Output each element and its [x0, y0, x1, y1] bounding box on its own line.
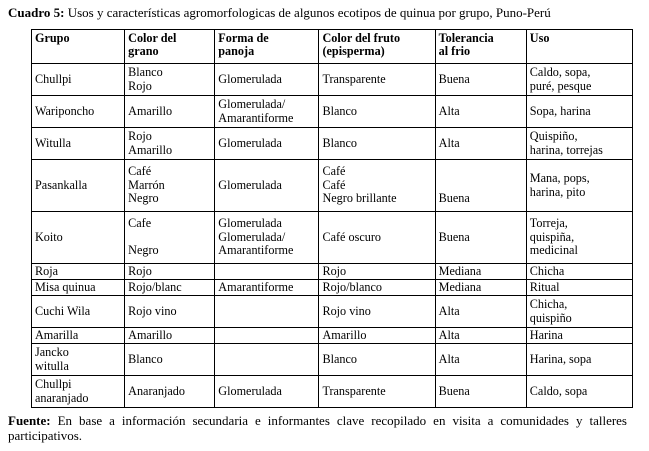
cell-forma-panoja [215, 296, 319, 328]
header-text: (episperma) [322, 44, 385, 59]
cell-text [218, 265, 318, 278]
cell-text: Quispiño, [529, 129, 578, 144]
cell-uso [526, 264, 632, 280]
cell-text: Blanco [322, 103, 357, 118]
source-text: En base a información secundaria e informantes clave recopilado en visita a comunidades y talleres participativos. [8, 413, 627, 443]
cell-text: Rojo vino [128, 303, 177, 318]
cell-uso [526, 160, 632, 212]
header-text: Tolerancia [438, 31, 494, 45]
table-row [32, 64, 633, 96]
cell-text: Negro [128, 243, 159, 258]
cell-text: Buena [438, 71, 470, 86]
cell-forma-panoja [215, 328, 319, 344]
cell-text: Wariponcho [35, 103, 95, 118]
cell-uso [526, 212, 632, 264]
cell-color-fruto [319, 344, 435, 376]
cell-text: Rojo [128, 129, 152, 144]
cell-uso [526, 64, 632, 96]
cell-forma-panoja [215, 280, 319, 296]
table-body [32, 64, 633, 408]
cell-grupo [32, 328, 125, 344]
cell-text: Jancko [35, 345, 69, 360]
cell-text: Koito [35, 229, 63, 244]
cell-color-fruto [319, 328, 435, 344]
table-row [32, 296, 633, 328]
cell-text: Rojo/blanco [322, 279, 383, 294]
header-text: Uso [529, 31, 550, 45]
cell-text: Glomerulada [218, 177, 282, 192]
cell-grupo [32, 212, 125, 264]
cell-text: Café oscuro [322, 229, 381, 244]
cell-text: harina, torrejas [529, 142, 603, 157]
header-text: Color del fruto [322, 31, 401, 45]
cell-color-fruto [319, 264, 435, 280]
cell-text: Buena [438, 191, 470, 206]
source-note [8, 413, 627, 443]
cell-text: Negro brillante [322, 191, 397, 206]
cell-text: Amarillo [128, 103, 173, 118]
cell-text: Café [322, 164, 346, 179]
cell-text: Roja [35, 263, 59, 278]
table-row [32, 160, 633, 212]
cell-forma-panoja [215, 64, 319, 96]
cell-uso [526, 280, 632, 296]
cell-text: Caldo, sopa [529, 383, 588, 398]
header-text: grano [128, 44, 159, 59]
cell-grupo [32, 344, 125, 376]
cell-tolerancia-frio [435, 128, 526, 160]
cell-tolerancia-frio [435, 96, 526, 128]
quinoa-ecotypes-table [31, 29, 633, 408]
cell-text: Amarilla [35, 327, 79, 342]
cell-text: anaranjado [35, 390, 89, 405]
cell-text: Negro [128, 191, 159, 206]
cell-color-grano [125, 344, 215, 376]
cell-text: Mediana [438, 263, 482, 278]
cell-text: Cafe [128, 216, 152, 231]
cell-forma-panoja [215, 344, 319, 376]
cell-text: quispiño [529, 310, 572, 325]
cell-text: Amarantiforme [218, 279, 294, 294]
cell-text: Blanco [128, 351, 163, 366]
cell-text: Glomerulada/ [218, 97, 286, 112]
cell-grupo [32, 128, 125, 160]
cell-color-fruto [319, 296, 435, 328]
cell-text: Chicha [529, 263, 565, 278]
cell-text: Blanco [128, 65, 163, 80]
cell-color-grano [125, 64, 215, 96]
cell-color-fruto [319, 212, 435, 264]
cell-tolerancia-frio [435, 296, 526, 328]
cell-text: Rojo [128, 263, 152, 278]
cell-tolerancia-frio [435, 264, 526, 280]
cell-color-grano [125, 376, 215, 408]
cell-text: Alta [438, 351, 460, 366]
cell-grupo [32, 160, 125, 212]
cell-text: Mana, pops, [529, 171, 590, 186]
cell-grupo [32, 264, 125, 280]
header-text: Grupo [35, 31, 70, 45]
cell-text: Sopa, harina [529, 103, 591, 118]
cell-text: Amarillo [128, 327, 173, 342]
header-color-fruto [319, 30, 435, 64]
cell-text: Anaranjado [128, 383, 185, 398]
cell-text [218, 329, 318, 342]
cell-text: Chullpi [35, 377, 72, 392]
table-header-row [32, 30, 633, 64]
cell-text: Glomerulada [218, 71, 282, 86]
cell-text: Glomerulada [218, 135, 282, 150]
cell-text: Amarantiforme [218, 110, 294, 125]
cell-grupo [32, 280, 125, 296]
cell-uso [526, 344, 632, 376]
cell-grupo [32, 64, 125, 96]
cell-grupo [32, 296, 125, 328]
cell-text: Transparente [322, 71, 386, 86]
cell-uso [526, 96, 632, 128]
cell-text [439, 179, 526, 192]
cell-uso [526, 376, 632, 408]
cell-color-grano [125, 328, 215, 344]
cell-text: Witulla [35, 135, 72, 150]
cell-text [128, 231, 214, 244]
cell-text: Pasankalla [35, 177, 88, 192]
cell-text: Alta [438, 327, 460, 342]
cell-uso [526, 328, 632, 344]
table-row [32, 96, 633, 128]
cell-text: Harina, sopa [529, 351, 592, 366]
cell-color-grano [125, 128, 215, 160]
caption-text: Usos y características agromorfologicas de algunos ecotipos de quinua por grupo, Puno-Perú [64, 5, 551, 20]
table-row [32, 376, 633, 408]
cell-color-fruto [319, 376, 435, 408]
cell-text: medicinal [529, 243, 578, 258]
cell-forma-panoja [215, 376, 319, 408]
caption-label: Cuadro 5: [8, 5, 65, 20]
cell-tolerancia-frio [435, 344, 526, 376]
table-row [32, 128, 633, 160]
cell-text: Harina [529, 327, 563, 342]
cell-tolerancia-frio [435, 328, 526, 344]
cell-text: Rojo [322, 263, 347, 278]
cell-color-grano [125, 160, 215, 212]
cell-text: Blanco [322, 351, 357, 366]
cell-forma-panoja [215, 128, 319, 160]
header-text: panoja [218, 44, 255, 59]
cell-color-fruto [319, 64, 435, 96]
cell-tolerancia-frio [435, 212, 526, 264]
cell-text: Chicha, [529, 297, 568, 312]
header-forma-panoja [215, 30, 319, 64]
cell-text: Marrón [128, 177, 165, 192]
cell-color-grano [125, 280, 215, 296]
cell-tolerancia-frio [435, 160, 526, 212]
cell-text: Alta [438, 135, 460, 150]
cell-text: Amarillo [128, 142, 173, 157]
cell-uso [526, 128, 632, 160]
table-row [32, 264, 633, 280]
cell-text: Torreja, [529, 216, 568, 231]
cell-text: Rojo [128, 78, 152, 93]
cell-color-fruto [319, 128, 435, 160]
cell-text: Glomerulada/ [218, 229, 286, 244]
header-uso [526, 30, 632, 64]
cell-color-grano [125, 264, 215, 280]
cell-text: Buena [438, 229, 470, 244]
header-tolerancia-frio [435, 30, 526, 64]
cell-color-grano [125, 212, 215, 264]
source-label: Fuente: [8, 413, 51, 428]
cell-text: Amarillo [322, 327, 367, 342]
cell-text: Alta [438, 103, 460, 118]
cell-text: Alta [438, 303, 460, 318]
header-color-grano [125, 30, 215, 64]
cell-color-fruto [319, 96, 435, 128]
cell-text: puré, pesque [529, 78, 592, 93]
cell-text: Ritual [529, 279, 560, 294]
cell-text: Rojo/blanc [128, 279, 182, 294]
header-text: al frio [438, 44, 471, 59]
cell-color-fruto [319, 160, 435, 212]
cell-text: Misa quinua [35, 279, 96, 294]
table-row [32, 344, 633, 376]
cell-text: Glomerulada [218, 216, 282, 231]
cell-text: harina, pito [529, 184, 586, 199]
cell-uso [526, 296, 632, 328]
cell-text: Transparente [322, 383, 386, 398]
cell-tolerancia-frio [435, 64, 526, 96]
cell-text: Amarantiforme [218, 243, 294, 258]
cell-text: Mediana [438, 279, 482, 294]
cell-forma-panoja [215, 96, 319, 128]
cell-text: Café [322, 177, 346, 192]
cell-text: witulla [35, 358, 69, 373]
cell-text: Rojo vino [322, 303, 371, 318]
cell-text: Cuchi Wila [35, 303, 91, 318]
cell-text [218, 353, 318, 366]
header-text: Forma de [218, 31, 269, 45]
cell-text: Caldo, sopa, [529, 65, 591, 80]
header-text: Color del [128, 31, 177, 45]
cell-text: Glomerulada [218, 383, 282, 398]
cell-grupo [32, 376, 125, 408]
cell-text [439, 165, 526, 178]
cell-grupo [32, 96, 125, 128]
cell-forma-panoja [215, 212, 319, 264]
cell-color-grano [125, 96, 215, 128]
cell-color-grano [125, 296, 215, 328]
cell-forma-panoja [215, 264, 319, 280]
table-row [32, 212, 633, 264]
cell-text: Buena [438, 383, 470, 398]
cell-text: Café [128, 164, 152, 179]
cell-tolerancia-frio [435, 376, 526, 408]
cell-text: quispiña, [529, 229, 575, 244]
cell-tolerancia-frio [435, 280, 526, 296]
header-grupo [32, 30, 125, 64]
table-row [32, 328, 633, 344]
cell-forma-panoja [215, 160, 319, 212]
cell-text [218, 305, 318, 318]
table-row [32, 280, 633, 296]
cell-color-fruto [319, 280, 435, 296]
table-caption [8, 5, 644, 21]
cell-text: Blanco [322, 135, 357, 150]
cell-text: Chullpi [35, 71, 72, 86]
